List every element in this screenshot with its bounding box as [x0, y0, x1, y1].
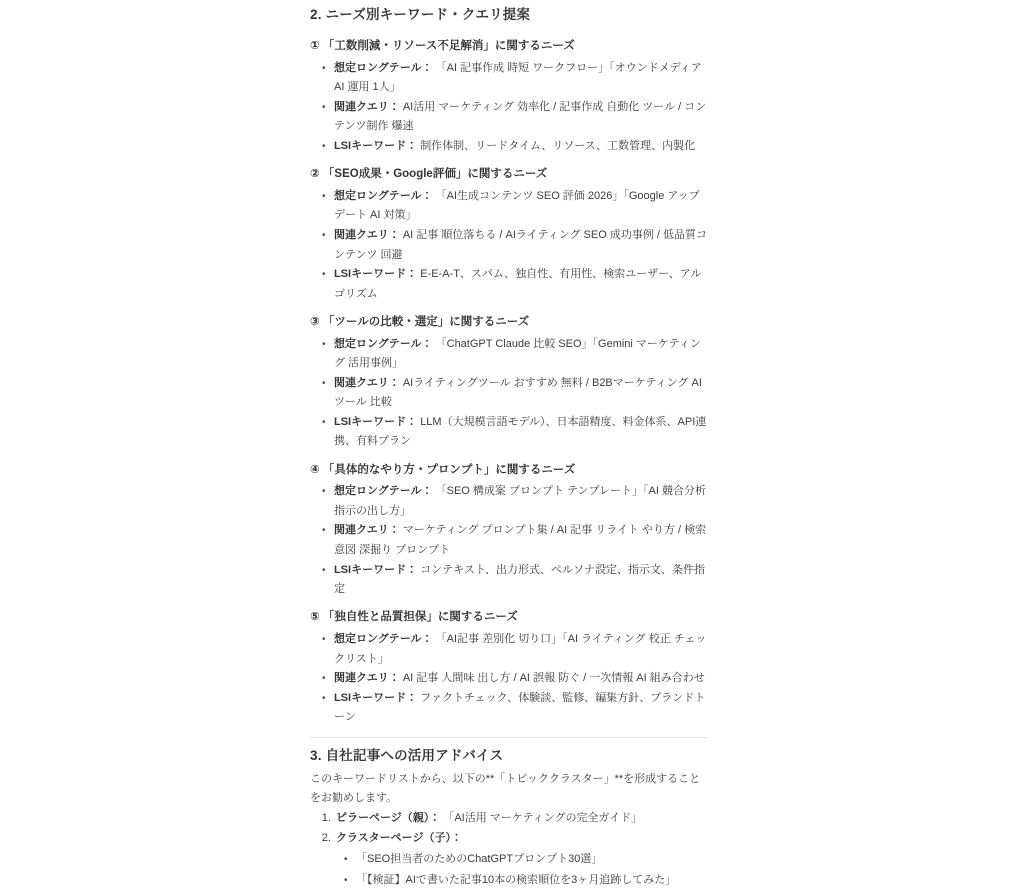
needs-group-2	[310, 165, 707, 304]
bullet-text: AI活用 マーケティング 効率化 / 記事作成 自動化 ツール / コンテンツ制作 爆速	[334, 100, 707, 133]
list-item	[334, 98, 707, 137]
bullet-text: AIライティングツール おすすめ 無料 / B2Bマーケティング AIツール 比較	[334, 376, 702, 409]
bullet-text: 「AI生成コンテンツ SEO 評価 2026」「Google アップデート AI 対策」	[334, 189, 700, 222]
list-item	[334, 265, 707, 304]
numbered-item-label: クラスターページ（子）：	[336, 832, 462, 845]
list-item	[334, 374, 707, 413]
section-2-title: 2. ニーズ別キーワード・クエリ提案	[310, 7, 531, 22]
bullet-text: AI 記事 人間味 出し方 / AI 誤報 防ぐ / 一次情報 AI 組み合わせ	[402, 672, 705, 685]
bullet-label: 関連クエリ：	[334, 228, 400, 241]
bullet-label: LSIキーワード：	[334, 268, 418, 281]
advice-intro: このキーワードリストから、以下の**「トピッククラスター」**を形成することをお勧めします。	[310, 772, 701, 805]
list-item	[334, 59, 707, 98]
bullet-label: 想定ロングテール：	[334, 337, 433, 350]
sub-bullet-text: 「SEO担当者のためのChatGPTプロンプト30選」	[356, 852, 603, 865]
needs-group-1-heading: ① 「工数削減・リソース不足解消」に関するニーズ	[310, 40, 575, 52]
bullet-label: 関連クエリ：	[334, 100, 400, 113]
list-item	[334, 226, 707, 265]
needs-group-5-heading: ⑤ 「独自性と品質担保」に関するニーズ	[310, 611, 518, 624]
assistant-message-body	[310, 0, 707, 892]
list-item	[334, 561, 707, 600]
bullet-label: LSIキーワード：	[334, 691, 418, 704]
numbered-item-text: 「AI活用 マーケティングの完全ガイド」	[443, 811, 643, 824]
needs-group-4-heading: ④ 「具体的なやり方・プロンプト」に関するニーズ	[310, 463, 576, 476]
bullet-label: 想定ロングテール：	[334, 633, 433, 645]
needs-group-3-heading: ③ 「ツールの比較・選定」に関するニーズ	[310, 315, 530, 328]
list-item	[334, 187, 707, 226]
numbered-item-label: ピラーページ（親）：	[336, 811, 441, 824]
bullet-text: ファクトチェック、体験談、監修、編集方針、ブランドトーン	[334, 691, 706, 724]
bullet-label: LSIキーワード：	[334, 563, 418, 576]
bullet-label: 関連クエリ：	[334, 672, 400, 685]
bullet-text: コンテキスト、出力形式、ペルソナ設定、指示文、条件指定	[334, 563, 705, 596]
bullet-text: 「ChatGPT Claude 比較 SEO」「Gemini マーケティング 活用事例」	[334, 337, 701, 370]
bullet-label: LSIキーワード：	[334, 139, 418, 152]
list-item	[334, 669, 707, 689]
bullet-label: 関連クエリ：	[334, 524, 400, 537]
needs-group-4	[310, 461, 707, 600]
section-3-title: 3. 自社記事への活用アドバイス	[310, 747, 504, 763]
list-item-pillar-page	[334, 809, 707, 829]
list-item-cluster-pages	[334, 829, 707, 890]
needs-group-5	[310, 608, 707, 728]
bullet-text: 「SEO 構成案 プロンプト テンプレート」「AI 競合分析 指示の出し方」	[334, 485, 706, 517]
bullet-text: LLM（大規模言語モデル）、日本語精度、料金体系、API連携、有料プラン	[334, 415, 707, 448]
needs-group-2-heading: ② 「SEO成果・Google評価」に関するニーズ	[310, 168, 548, 181]
bullet-label: 想定ロングテール：	[334, 485, 433, 498]
bullet-text: マーケティング プロンプト集 / AI 記事 リライト やり方 / 検索意図 深掘り プロンプト	[334, 524, 707, 557]
bullet-label: 関連クエリ：	[334, 376, 400, 389]
needs-group-2-list	[310, 187, 707, 305]
bullet-text: AI 記事 順位落ちる / AIライティング SEO 成功事例 / 低品質コンテンツ 回避	[334, 228, 707, 261]
needs-group-1	[310, 37, 707, 157]
list-item	[334, 335, 707, 374]
list-item	[334, 137, 707, 157]
cluster-page-sublist	[336, 850, 707, 891]
list-item	[356, 850, 707, 870]
bullet-text: 「AI記事 差別化 切り口」「AI ライティング 校正 チェックリスト」	[334, 633, 707, 665]
list-item	[356, 871, 707, 891]
list-item	[334, 689, 707, 728]
list-item	[334, 482, 707, 521]
needs-group-3	[310, 313, 707, 452]
section-divider	[310, 737, 707, 738]
bullet-label: 想定ロングテール：	[334, 189, 433, 202]
list-item	[334, 413, 707, 452]
needs-group-4-list	[310, 482, 707, 600]
bullet-text: E-E-A-T、スパム、独自性、有用性、検索ユーザー、アルゴリズム	[334, 268, 702, 300]
needs-group-1-list	[310, 59, 707, 157]
topic-cluster-list	[310, 809, 707, 891]
bullet-label: LSIキーワード：	[334, 415, 418, 428]
bullet-text: 「AI 記事作成 時短 ワークフロー」「オウンドメディア AI 運用 1人」	[334, 61, 702, 94]
bullet-label: 想定ロングテール：	[334, 61, 433, 74]
needs-group-3-list	[310, 335, 707, 453]
list-item	[334, 630, 707, 669]
bullet-text: 制作体制、リードタイム、リソース、工数管理、内製化	[420, 139, 696, 152]
sub-bullet-text: 「【検証】AIで書いた記事10本の検索順位を3ヶ月追跡してみた」	[356, 874, 677, 887]
needs-group-5-list	[310, 630, 707, 728]
list-item	[334, 521, 707, 560]
